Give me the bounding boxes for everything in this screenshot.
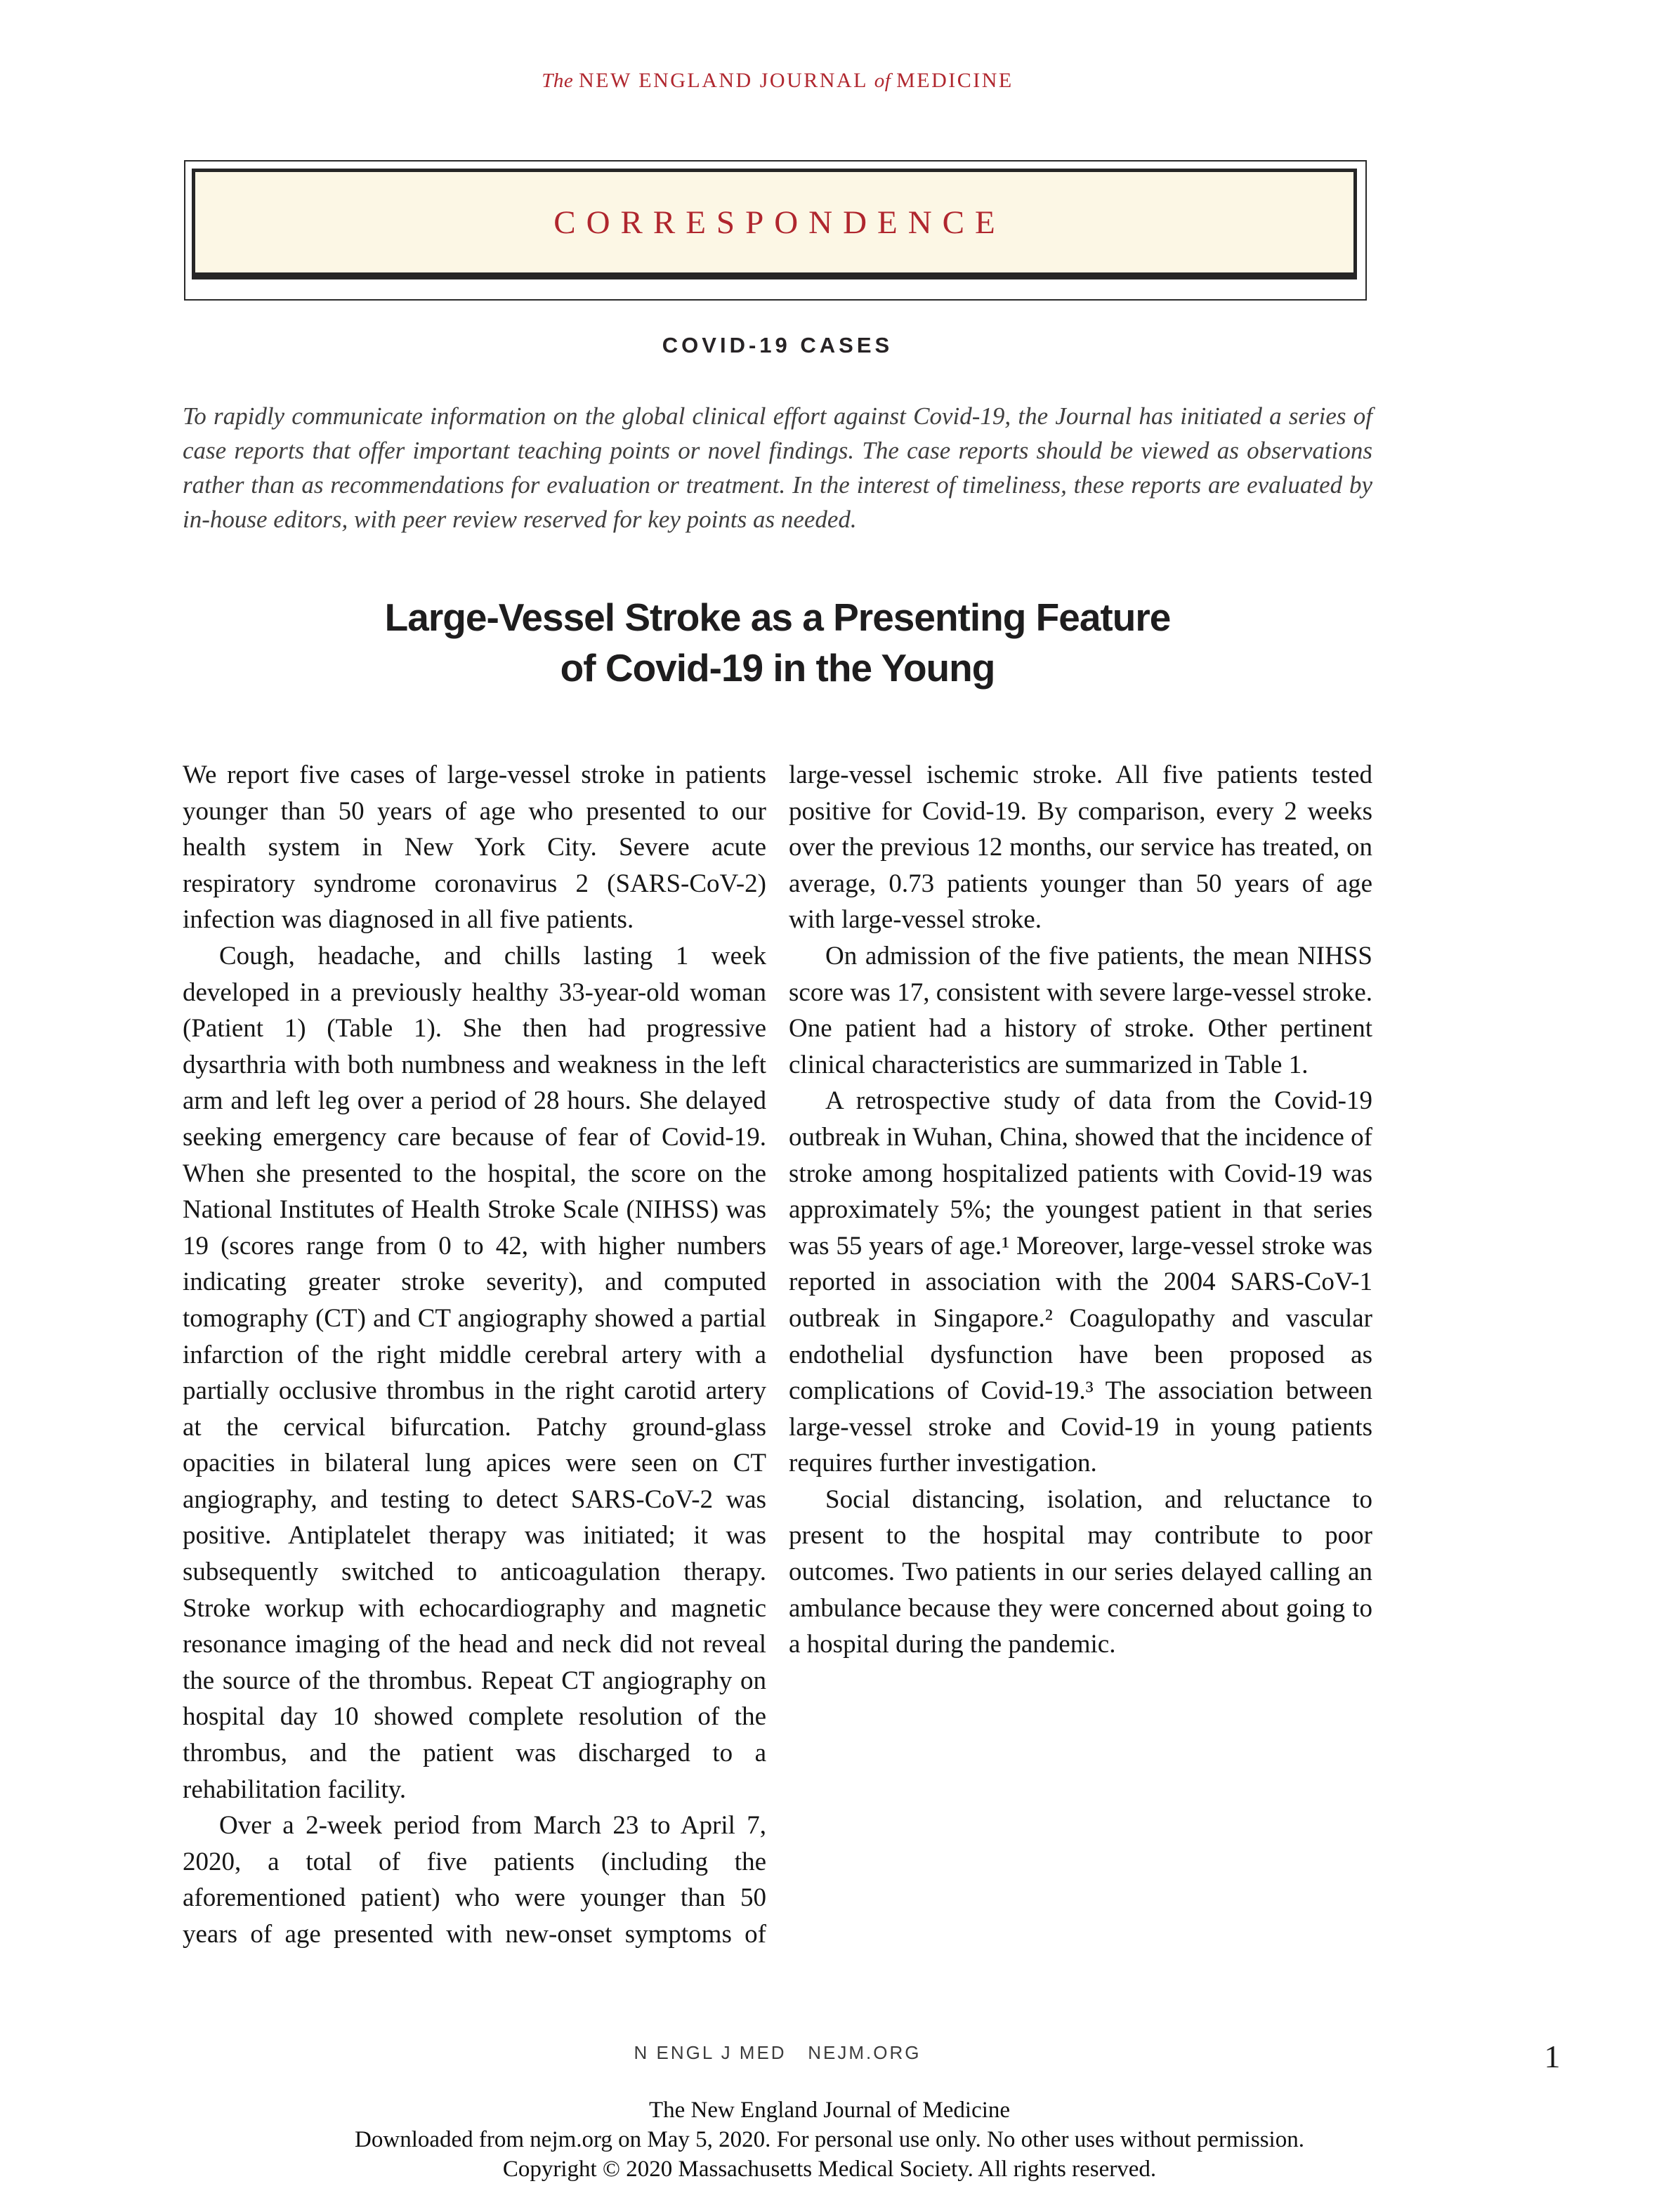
journal-masthead — [183, 69, 1372, 93]
download-credit-block — [0, 2095, 1659, 2184]
credit-journal-name: The New England Journal of Medicine — [648, 2098, 1011, 2123]
article-title-line1: Large-Vessel Stroke as a Presenting Feature — [384, 595, 1171, 639]
body-paragraph: We report five cases of large-vessel stroke in patients younger than 50 years of age who presented to our health system in New York City. Severe acute respiratory syndrome coronavirus 2 (SARS-CoV-2) infection was diagnosed in all five patients. — [183, 761, 766, 935]
masthead-medicine: MEDICINE — [896, 69, 1014, 92]
correspondence-label: CORRESPONDENCE — [553, 204, 1006, 241]
masthead-of: of — [874, 70, 897, 92]
page-number: 1 — [1544, 2039, 1561, 2074]
article-body-columns — [183, 757, 1372, 1954]
section-heading: COVID-19 CASES — [662, 333, 893, 357]
editor-note: To rapidly communicate information on the global clinical effort against Covid-19, the Journal has initiated a series of case reports that offer important teaching points or novel findings. The case reports should be viewed as observations rather than as recommendations for evaluation or treatment. In the interest of timeliness, these reports are evaluated by in-house editors, with peer review reserved for key points as needed. — [183, 402, 1372, 533]
article-title — [183, 592, 1372, 693]
article-title-line2: of Covid-19 in the Young — [560, 646, 995, 690]
body-paragraph: A retrospective study of data from the Covid-19 outbreak in Wuhan, China, showed that the incidence of stroke among hospitalized patients with Covid-19 was approximately 5%; the youngest patient in that series was 55 years of age.¹ Moreover, large-vessel stroke was reported in association with the 2004 SARS-CoV-1 outbreak in Singapore.² Coagulopathy and vascular endothelial dysfunction have been proposed as complications of Covid-19.³ The association between large-vessel stroke and Covid-19 in young patients requires further investigation. — [789, 1086, 1372, 1478]
body-paragraph: Cough, headache, and chills lasting 1 week developed in a previously healthy 33-year-old woman (Patient 1) (Table 1). She then had progressive dysarthria with both numbness and weakness in the left arm and left leg over a period of 28 hours. She delayed seeking emergency care because of fear of Covid-19. When she presented to the hospital, the score on the National Institutes of Health Stroke Scale (NIHSS) was 19 (scores range from 0 to 42, with higher numbers indicating greater stroke severity), and computed tomography (CT) and CT angiography showed a partial infarction of the right middle cerebral artery with a partially occlusive thrombus in the right carotid artery at the cervical bifurcation. Patchy ground-glass opacities in bilateral lung apices were seen on CT angiography, and testing to detect SARS-CoV-2 was positive. Antiplatelet therapy was initiated; it was subsequently switched to anticoagulation therapy. Stroke workup with echocardiography and magnetic resonance imaging of the head and neck did not reveal the source of the thrombus. Repeat CT angiography on hospital day 10 showed complete resolution of the thrombus, and the patient was discharged to a rehabilitation facility. — [183, 941, 766, 1804]
body-paragraph: Social distancing, isolation, and reluctance to present to the hospital may contribute to poor outcomes. Two patients in our series delayed calling an ambulance because they were concerned about going to a hospital during the pandemic. — [789, 1484, 1372, 1659]
running-footer-journal-ref: N ENGL J MED NEJM.ORG — [634, 2042, 922, 2063]
masthead-the: The — [542, 70, 579, 92]
credit-copyright: Copyright © 2020 Massachusetts Medical Society. All rights reserved. — [502, 2157, 1157, 2182]
correspondence-banner — [192, 169, 1357, 279]
body-paragraph: Over a 2-week period from March 23 to April 7, 2020, a total of five patients (including the aforementioned patient) who were younger than 50 years of age presented with new-onset symptoms of large-vessel ischemic stroke. All five patients tested positive for Covid-19. By comparison, every 2 weeks over the previous 12 months, our service has treated, on average, 0.73 patients younger than 50 years of age with large-vessel stroke. — [183, 761, 1372, 1949]
masthead-new-england-journal: NEW ENGLAND JOURNAL — [578, 69, 874, 92]
body-paragraph: On admission of the five patients, the mean NIHSS score was 17, consistent with severe large-vessel stroke. One patient had a history of stroke. Other pertinent clinical characteristics are summarized in Table 1. — [789, 941, 1372, 1079]
credit-download-notice: Downloaded from nejm.org on May 5, 2020. For personal use only. No other uses without permission. — [355, 2127, 1304, 2152]
